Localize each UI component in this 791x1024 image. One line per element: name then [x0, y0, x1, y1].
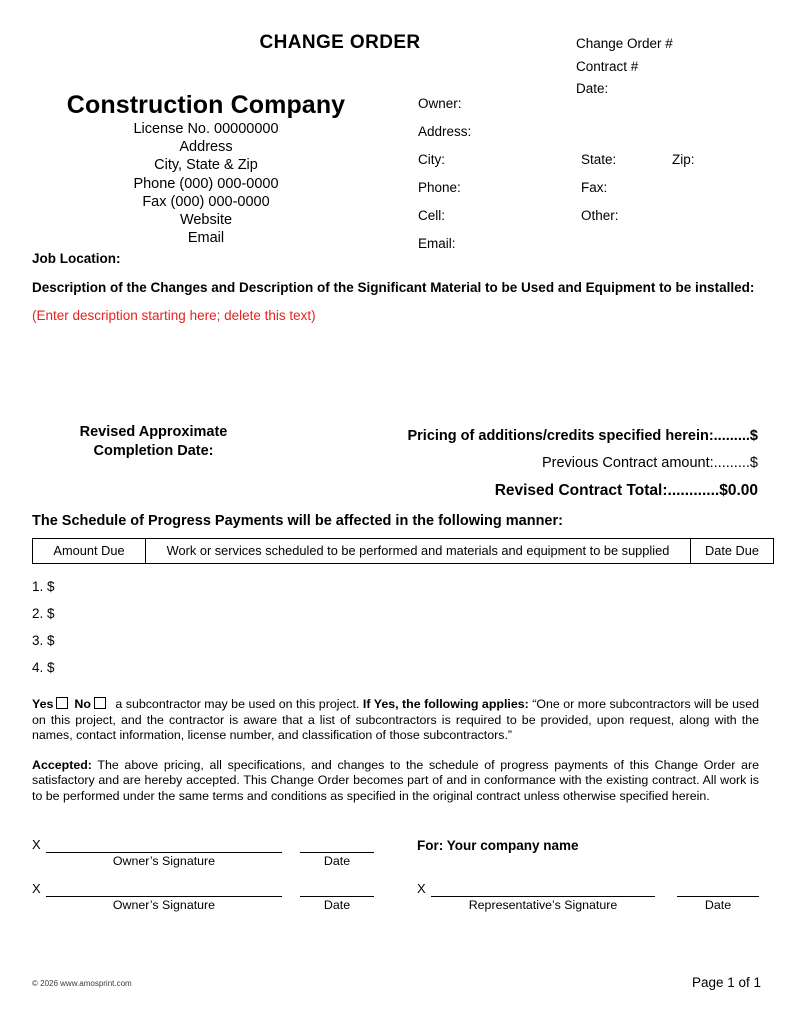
owner-fields-block	[418, 96, 778, 264]
signature-caption: Owner’s Signature	[112, 853, 216, 868]
date-caption: Date	[704, 897, 732, 912]
pricing-zone	[0, 419, 791, 511]
description-heading: Description of the Changes and Description of the Significant Material to be Used and Equipment to be installed:	[32, 280, 755, 295]
company-license: License No. 00000000	[133, 121, 279, 137]
row-number: 3.	[32, 633, 44, 648]
pricing-previous-label: Previous Contract amount:	[541, 455, 714, 471]
accepted-paragraph	[32, 758, 759, 805]
schedule-section	[32, 513, 759, 681]
subcontractor-no-checkbox[interactable]	[94, 697, 106, 709]
pricing-total-row	[407, 477, 758, 504]
signature-line[interactable]	[46, 852, 282, 853]
row-amount: $	[47, 660, 55, 675]
row-number: 4.	[32, 660, 44, 675]
pricing-additions-dots: .........	[713, 428, 750, 444]
row-amount: $	[47, 633, 55, 648]
revised-completion-date-block[interactable]	[46, 423, 261, 461]
accepted-label: Accepted:	[32, 757, 92, 772]
copyright-notice: © 2026 www.amosprint.com	[32, 979, 132, 988]
table-row[interactable]	[32, 600, 759, 627]
owner-field-row[interactable]	[418, 208, 778, 236]
pricing-total-label: Revised Contract Total:	[494, 482, 668, 499]
date-caption: Date	[323, 853, 351, 868]
table-row[interactable]	[32, 573, 759, 600]
subcontractor-yes-label: Yes	[32, 697, 54, 711]
row-number: 1.	[32, 579, 44, 594]
field-label-city: City:	[418, 152, 445, 167]
owner-field-row[interactable]	[418, 96, 778, 124]
pricing-additions-label: Pricing of additions/credits specified herein:	[407, 428, 714, 444]
subcontractor-bold-clause: If Yes, the following applies:	[362, 697, 529, 711]
pricing-total-value: $0.00	[719, 482, 758, 499]
accepted-text: The above pricing, all specifications, and changes to the schedule of progress payments of this Change Order are satisfactory and are hereby accepted. This Change Order becomes part of and in conformance with the existing contract. All work is to be performed under the same terms and conditions as specified in the original contract unless otherwise specified herein.	[32, 757, 759, 803]
signature-x-mark: X	[32, 880, 41, 896]
job-location-label[interactable]: Job Location:	[32, 251, 121, 266]
pricing-additions-value: $	[749, 428, 758, 444]
signature-x-mark: X	[417, 880, 426, 896]
field-label-cell: Cell:	[418, 208, 446, 223]
signature-caption: Representative’s Signature	[468, 897, 618, 912]
field-label-address: Address:	[418, 124, 472, 139]
company-fax: Fax (000) 000-0000	[142, 193, 270, 210]
field-label-state: State:	[581, 152, 617, 167]
date-line[interactable]	[300, 896, 374, 897]
owner-field-row[interactable]	[418, 152, 778, 180]
field-label-owner: Owner:	[418, 96, 462, 111]
owner-field-row[interactable]	[418, 180, 778, 208]
column-header-work-description: Work or services scheduled to be performed and materials and equipment to be supplied	[146, 539, 691, 564]
date-line[interactable]	[677, 896, 759, 897]
signature-x-mark: X	[32, 836, 41, 852]
for-company-name[interactable]: For: Your company name	[417, 837, 579, 853]
company-and-owner-zone	[0, 90, 791, 251]
payment-rows	[32, 573, 759, 681]
table-row[interactable]	[32, 654, 759, 681]
signature-line[interactable]	[46, 896, 282, 897]
completion-date-line1: Revised Approximate	[79, 424, 228, 440]
description-placeholder-text[interactable]: (Enter description starting here; delete this text)	[32, 308, 316, 323]
meta-date[interactable]: Date:	[576, 81, 609, 96]
date-line[interactable]	[300, 852, 374, 853]
pricing-additions-row[interactable]	[407, 423, 758, 450]
completion-date-line2: Completion Date:	[93, 443, 214, 459]
subcontractor-no-label: No	[74, 697, 91, 711]
field-label-other: Other:	[581, 208, 619, 223]
column-header-amount-due: Amount Due	[33, 539, 146, 564]
schedule-table	[32, 538, 774, 564]
subcontractor-text-part1: a subcontractor may be used on this project.	[111, 697, 363, 711]
subcontractor-yes-checkbox[interactable]	[56, 697, 68, 709]
date-caption: Date	[323, 897, 351, 912]
meta-contract-number[interactable]: Contract #	[576, 58, 639, 74]
pricing-total-dots: ............	[667, 482, 720, 499]
signature-zone	[0, 835, 791, 940]
legal-section	[32, 697, 759, 805]
owner-field-row[interactable]	[418, 236, 778, 264]
company-block	[32, 90, 380, 247]
field-label-fax: Fax:	[581, 180, 608, 195]
company-city-state-zip: City, State & Zip	[154, 157, 258, 174]
signature-line[interactable]	[431, 896, 655, 897]
field-label-zip: Zip:	[672, 152, 695, 167]
page-number: Page 1 of 1	[691, 975, 761, 990]
document-footer	[32, 968, 761, 988]
company-email: Email	[187, 230, 225, 247]
owner-field-row[interactable]	[418, 124, 778, 152]
column-header-date-due: Date Due	[691, 539, 774, 564]
row-number: 2.	[32, 606, 44, 621]
company-name: Construction Company	[66, 91, 346, 119]
row-amount: $	[47, 579, 55, 594]
company-website: Website	[179, 212, 233, 229]
row-amount: $	[47, 606, 55, 621]
company-phone: Phone (000) 000-0000	[133, 175, 279, 192]
company-address: Address	[179, 139, 233, 156]
document-header	[0, 0, 791, 96]
table-header-row	[33, 539, 774, 564]
pricing-previous-dots: .........	[713, 455, 750, 471]
subcontractor-text-part2: “One or more subcontractors will be used on this project, and the contractor is aware that a list of subcontractors is required to be provided, upon request, along with the names, contact information, license number, and classification of those subcontractors.”	[32, 697, 760, 743]
schedule-heading: The Schedule of Progress Payments will be affected in the following manner:	[32, 513, 563, 529]
field-label-email: Email:	[418, 236, 456, 251]
table-row[interactable]	[32, 627, 759, 654]
subcontractor-paragraph	[32, 697, 759, 744]
field-label-phone: Phone:	[418, 180, 461, 195]
pricing-lines	[407, 423, 758, 504]
pricing-previous-row[interactable]	[407, 450, 758, 477]
pricing-previous-value: $	[749, 455, 758, 471]
page-title: CHANGE ORDER	[259, 32, 421, 53]
signature-caption: Owner’s Signature	[112, 897, 216, 912]
meta-change-order-number[interactable]: Change Order #	[576, 36, 673, 51]
job-description-section	[32, 251, 759, 419]
description-entry-area[interactable]	[32, 323, 759, 419]
